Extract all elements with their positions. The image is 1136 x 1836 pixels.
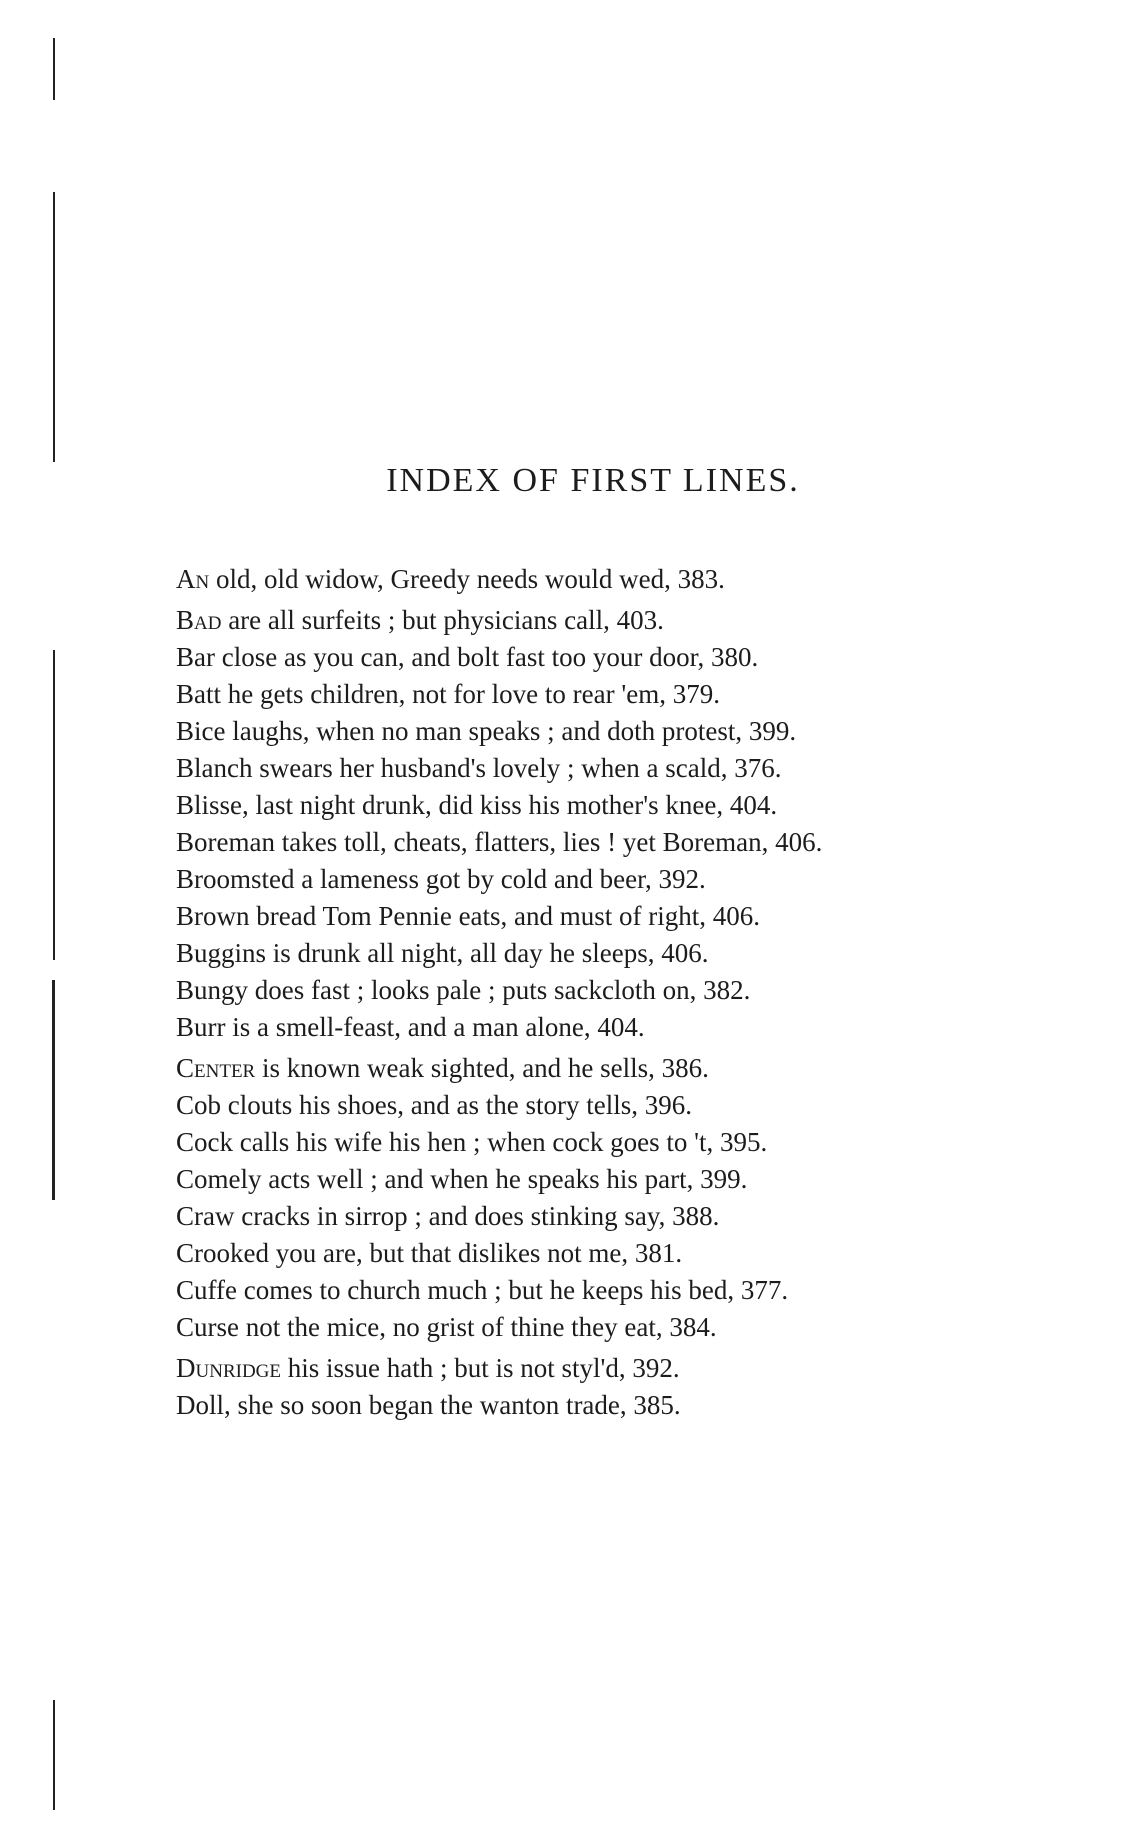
entry-text: is known weak sighted, and he sells, 386.: [255, 1053, 709, 1083]
entry-lead: Bad: [176, 605, 222, 635]
entry-text: Doll, she so soon began the wanton trade, 385.: [176, 1390, 681, 1420]
index-entry: [176, 1009, 956, 1046]
index-entry: [176, 639, 956, 676]
index-entry: [176, 1198, 956, 1235]
index-entry: [176, 1050, 956, 1087]
entry-text: old, old widow, Greedy needs would wed, 383.: [209, 564, 725, 594]
entry-text: his issue hath ; but is not styl'd, 392.: [281, 1353, 680, 1383]
index-group-d: [176, 1350, 956, 1424]
entry-text: Curse not the mice, no grist of thine they eat, 384.: [176, 1312, 717, 1342]
index-entry: [176, 561, 956, 598]
entry-text: are all surfeits ; but physicians call, 403.: [221, 605, 664, 635]
page-title: INDEX OF FIRST LINES.: [386, 462, 800, 499]
entry-text: Burr is a smell-feast, and a man alone, 404.: [176, 1012, 645, 1042]
binding-shadow-lower: [53, 650, 55, 960]
entry-text: Buggins is drunk all night, all day he sleeps, 406.: [176, 938, 709, 968]
entry-lead: An: [176, 564, 210, 594]
binding-shadow-foot: [53, 1700, 55, 1810]
index-entry: [176, 1309, 956, 1346]
entry-text: Bar close as you can, and bolt fast too your door, 380.: [176, 642, 759, 672]
index-group-b: [176, 602, 956, 1046]
entry-text: Bice laughs, when no man speaks ; and doth protest, 399.: [176, 716, 797, 746]
entry-text: Batt he gets children, not for love to rear 'em, 379.: [176, 679, 720, 709]
entry-text: Bungy does fast ; looks pale ; puts sackcloth on, 382.: [176, 975, 751, 1005]
index-entry: [176, 1272, 956, 1309]
index-entry: [176, 713, 956, 750]
entry-text: Cock calls his wife his hen ; when cock goes to 't, 395.: [176, 1127, 768, 1157]
first-lines-index: [176, 561, 956, 1424]
index-entry: [176, 1124, 956, 1161]
entry-lead: Center: [176, 1053, 256, 1083]
index-entry: [176, 1350, 956, 1387]
entry-text: Broomsted a lameness got by cold and beer, 392.: [176, 864, 706, 894]
entry-text: Craw cracks in sirrop ; and does stinking say, 388.: [176, 1201, 720, 1231]
index-entry: [176, 898, 956, 935]
entry-lead: Dunridge: [176, 1353, 281, 1383]
binding-shadow-bottom: [52, 980, 55, 1200]
index-entry: [176, 1161, 956, 1198]
index-entry: [176, 1087, 956, 1124]
index-entry: [176, 787, 956, 824]
index-entry: [176, 824, 956, 861]
index-entry: [176, 750, 956, 787]
entry-text: Comely acts well ; and when he speaks his part, 399.: [176, 1164, 748, 1194]
index-entry: [176, 1235, 956, 1272]
index-entry: [176, 1387, 956, 1424]
index-entry: [176, 676, 956, 713]
index-entry: [176, 602, 956, 639]
index-group-c: [176, 1050, 956, 1346]
index-entry: [176, 972, 956, 1009]
entry-text: Brown bread Tom Pennie eats, and must of right, 406.: [176, 901, 761, 931]
entry-text: Boreman takes toll, cheats, flatters, lies ! yet Boreman, 406.: [176, 827, 823, 857]
index-group-a: [176, 561, 956, 598]
binding-shadow-top: [53, 38, 55, 100]
entry-text: Blanch swears her husband's lovely ; when a scald, 376.: [176, 753, 782, 783]
entry-text: Cuffe comes to church much ; but he keeps his bed, 377.: [176, 1275, 789, 1305]
entry-text: Cob clouts his shoes, and as the story tells, 396.: [176, 1090, 692, 1120]
binding-shadow-mid: [53, 192, 55, 462]
index-entry: [176, 935, 956, 972]
index-entry: [176, 861, 956, 898]
entry-text: Crooked you are, but that dislikes not me, 381.: [176, 1238, 683, 1268]
entry-text: Blisse, last night drunk, did kiss his mother's knee, 404.: [176, 790, 778, 820]
